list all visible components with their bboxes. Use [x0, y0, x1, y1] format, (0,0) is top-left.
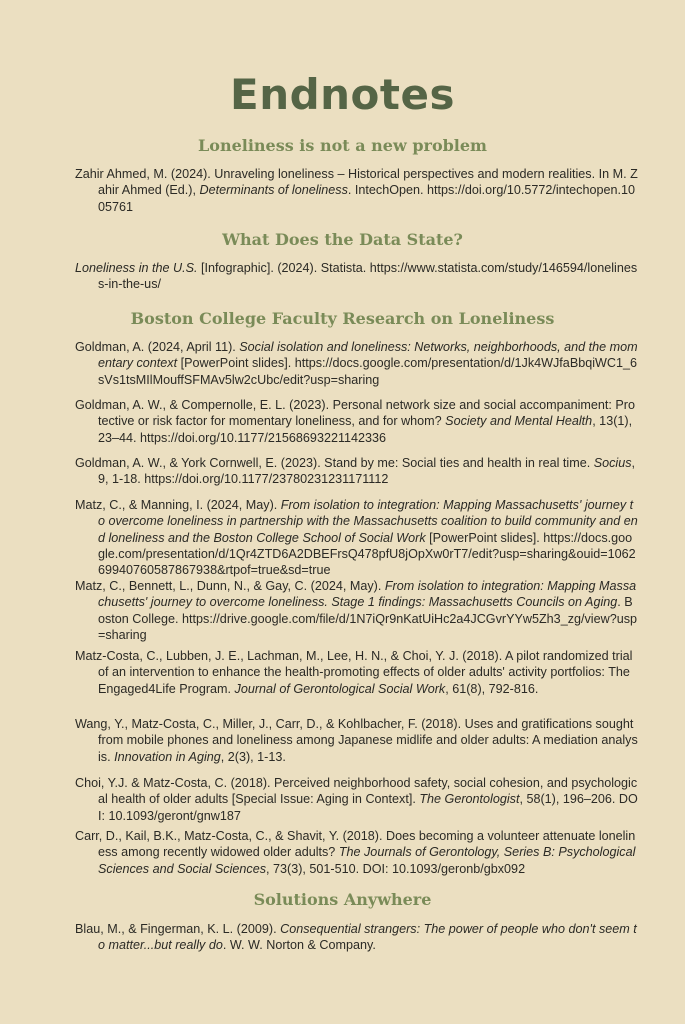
reference-entry: Loneliness in the U.S. [Infographic]. (2024). Statista. https://www.statista.com/study/146594/loneliness-in-the-us/ — [75, 261, 638, 292]
reference-entry: Zahir Ahmed, M. (2024). Unraveling loneliness – Historical perspectives and modern realities. In M. Zahir Ahmed (Ed.), Determinants of loneliness. IntechOpen. https://doi.org/10.5772/intechopen.1005761 — [75, 167, 638, 214]
reference-entry: Carr, D., Kail, B.K., Matz-Costa, C., & Shavit, Y. (2018). Does becoming a volunteer attenuate loneliness among recently widowed older adults? The Journals of Gerontology, Series B: Psychological Sciences and Social Sciences, 73(3), 501-510. DOI: 10.1093/geronb/gbx092 — [75, 829, 636, 876]
reference-entry: Choi, Y.J. & Matz-Costa, C. (2018). Perceived neighborhood safety, social cohesion, and psychological health of older adults [Special Issue: Aging in Context]. The Gerontologist, 58(1), 196–206. DOI: 10.1093/geront/gnw187 — [75, 776, 638, 823]
reference-entry: Matz, C., Bennett, L., Dunn, N., & Gay, C. (2024, May). From isolation to integration: Mapping Massachusetts' journey to overcome loneliness. Stage 1 findings: Massachusetts Councils on Aging. Boston College. https://drive.google.com/file/d/1N7iQr9nKatUiHc2a4JCGvrYYw5Zh3_zg/view?usp=sharing — [75, 579, 637, 642]
reference-entry: Matz, C., & Manning, I. (2024, May). From isolation to integration: Mapping Massachusetts' journey to overcome loneliness in partnership with the Massachusetts coalition to build community and end loneliness and the Boston College School of Social Work [PowerPoint slides]. https://docs.google.com/presentation/d/1Qr4ZTD6A2DBEFrsQ478pfU8jOpXw0rT7/edit?usp=sharing&ouid=106269940760587867938&rtpof=true&sd=true — [75, 498, 638, 578]
section-heading-loneliness: Loneliness is not a new problem — [198, 136, 487, 155]
page-title: Endnotes — [230, 70, 455, 119]
section-heading-data: What Does the Data State? — [222, 230, 463, 249]
section-heading-solutions: Solutions Anywhere — [253, 890, 432, 909]
reference-entry: Goldman, A. (2024, April 11). Social isolation and loneliness: Networks, neighborhoods, and the momentary context [PowerPoint slides]. https://docs.google.com/presentation/d/1Jk4WJfaBbqiWC1_6sVs1tsMIlMouffSFMAv5lw2cUbc/edit?usp=sharing — [75, 340, 638, 387]
reference-entry: Matz-Costa, C., Lubben, J. E., Lachman, M., Lee, H. N., & Choi, Y. J. (2018). A pilot randomized trial of an intervention to enhance the health-promoting effects of older adults' activity portfolios: The Engaged4Life Program. Journal of Gerontological Social Work, 61(8), 792-816. — [75, 649, 633, 696]
reference-entry: Goldman, A. W., & Compernolle, E. L. (2023). Personal network size and social accompaniment: Protective or risk factor for momentary loneliness, and for whom? Society and Mental Health, 13(1), 23–44. https://doi.org/10.1177/21568693221142336 — [75, 398, 635, 445]
reference-entry: Goldman, A. W., & York Cornwell, E. (2023). Stand by me: Social ties and health in real time. Socius, 9, 1-18. https://doi.org/10.1177/23780231231171112 — [75, 456, 636, 487]
reference-entry: Blau, M., & Fingerman, K. L. (2009). Consequential strangers: The power of people who don't seem to matter...but really do. W. W. Norton & Company. — [75, 922, 637, 953]
section-heading-bc-research: Boston College Faculty Research on Loneliness — [130, 309, 555, 328]
reference-entry: Wang, Y., Matz-Costa, C., Miller, J., Carr, D., & Kohlbacher, F. (2018). Uses and gratifications sought from mobile phones and loneliness among Japanese midlife and older adults: A mediation analysis. Innovation in Aging, 2(3), 1-13. — [75, 717, 638, 764]
